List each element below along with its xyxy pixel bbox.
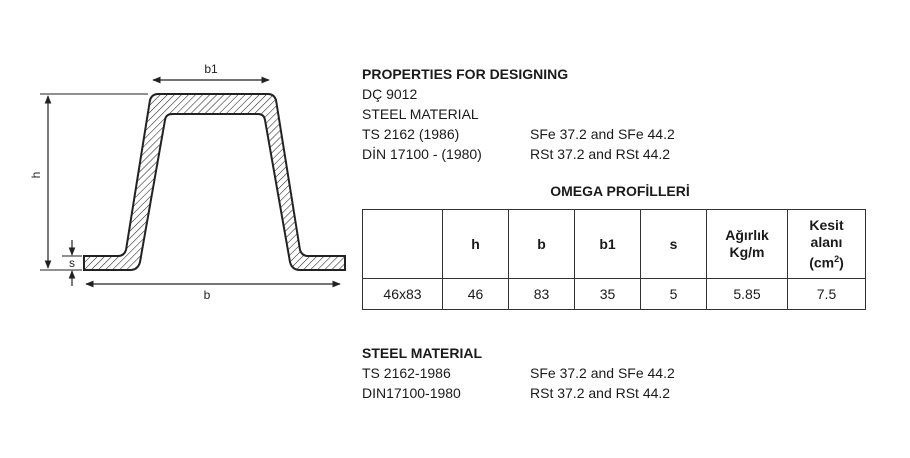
header-area: Kesit alanı $(cm^2)$	[788, 210, 866, 279]
design-properties	[362, 64, 675, 164]
profile-section	[84, 94, 345, 270]
label-s: s	[69, 256, 75, 270]
standard-row	[362, 144, 675, 164]
standard-name: TS 2162 (1986)	[362, 126, 460, 142]
cell-area: 7.5	[788, 279, 866, 310]
standard-name: DIN17100-1980	[362, 385, 461, 401]
section-heading: STEEL MATERIAL	[362, 345, 483, 361]
standard-name: TS 2162-1986	[362, 365, 451, 381]
cell-profile: 46x83	[363, 279, 443, 310]
header-b1: b1	[575, 210, 641, 279]
header-s: s	[641, 210, 707, 279]
header-weight: Ağırlık Kg/m	[707, 210, 788, 279]
label-b1: b1	[204, 62, 218, 76]
label-b: b	[203, 287, 211, 302]
standard-row	[362, 363, 675, 383]
label-h: h	[29, 171, 43, 179]
cell-weight: 5.85	[707, 279, 788, 310]
standard-row	[362, 383, 675, 403]
header-b: b	[509, 210, 575, 279]
cell-b1: 35	[575, 279, 641, 310]
cell-s: 5	[641, 279, 707, 310]
standard-row	[362, 124, 675, 144]
profile-table	[362, 209, 866, 310]
standard-grades: SFe 37.2 and SFe 44.2	[530, 365, 675, 381]
material-label: STEEL MATERIAL	[362, 106, 479, 122]
product-code: DÇ 9012	[362, 86, 418, 102]
standard-grades: RSt 37.2 and RSt 44.2	[530, 146, 671, 162]
table-title: OMEGA PROFİLLERİ	[550, 183, 690, 199]
standard-name: DİN 17100 - (1980)	[362, 146, 482, 162]
cell-b: 83	[509, 279, 575, 310]
section-heading: PROPERTIES FOR DESIGNING	[362, 66, 569, 82]
omega-profile-diagram	[0, 0, 360, 320]
header-profile	[363, 210, 443, 279]
steel-material	[362, 343, 675, 403]
standard-grades: SFe 37.2 and SFe 44.2	[530, 126, 675, 142]
table-header-row	[363, 210, 866, 279]
standard-grades: RSt 37.2 and RSt 44.2	[530, 385, 671, 401]
table-row	[363, 279, 866, 310]
header-h: h	[443, 210, 509, 279]
cell-h: 46	[443, 279, 509, 310]
